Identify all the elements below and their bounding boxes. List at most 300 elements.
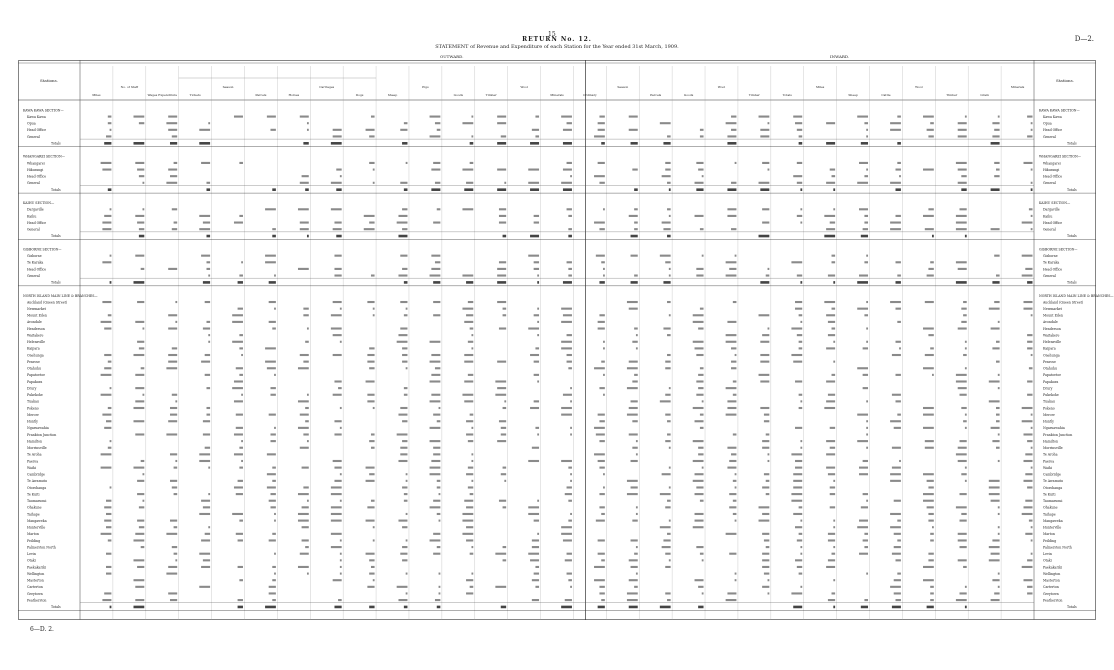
cell-figure [110,208,112,210]
cell-figure [992,347,999,349]
cell-figure [402,142,407,145]
cell-figure [828,334,835,336]
cell-figure [1027,394,1032,396]
column-header: Timber [946,93,958,97]
cell-figure [199,129,210,131]
cell-figure [826,380,835,382]
cell-figure [106,573,111,575]
cell-figure [603,268,605,270]
cell-figure [104,327,111,329]
cell-figure [468,486,473,488]
right-row-label: Cambridge [1043,472,1061,477]
cell-figure [398,274,407,276]
cell-figure [561,414,572,416]
cell-figure [397,433,408,435]
cell-figure [433,281,440,284]
cell-figure [139,228,144,230]
cell-figure [305,407,309,409]
cell-figure [439,592,441,594]
cell-figure [431,188,440,191]
cell-figure [528,255,539,257]
cell-figure [702,175,704,177]
cell-figure [996,169,1000,171]
cell-figure [833,480,835,482]
cell-figure [859,274,868,276]
cell-figure [307,122,309,124]
cell-figure [1029,367,1033,369]
cell-figure [634,553,638,555]
cell-figure [636,334,638,336]
cell-figure [404,493,408,495]
cell-figure [828,533,835,535]
left-row-label: Mangaweka [27,518,47,523]
cell-figure [567,354,572,356]
cell-figure [866,135,868,137]
column-header: Horses [288,93,300,97]
cell-figure [267,116,276,118]
cell-figure [923,169,934,171]
cell-figure [696,380,703,382]
cell-figure [166,367,177,369]
cell-figure [861,606,868,609]
cell-figure [137,566,144,568]
cell-figure [696,546,703,548]
cell-figure [331,142,342,145]
cell-figure [632,341,637,343]
cell-figure [892,354,901,356]
cell-figure [866,573,868,575]
cell-figure [400,407,407,409]
right-row-label: Pokeno [1043,406,1055,411]
right-row-label: Waihi [1043,465,1052,470]
cell-figure [298,520,309,522]
cell-figure [828,559,835,561]
cell-figure [958,327,967,329]
cell-figure [238,599,243,601]
cell-figure [206,321,210,323]
cell-figure [104,427,111,429]
cell-figure [965,467,967,469]
cell-figure [567,361,572,363]
cell-figure [534,400,539,402]
cell-figure [594,367,605,369]
cell-figure [702,400,704,402]
cell-figure [331,506,342,508]
cell-figure [627,414,638,416]
cell-figure [435,367,440,369]
cell-figure [1022,513,1033,515]
right-row-label: Huntly [1043,419,1054,424]
cell-figure [832,255,836,257]
cell-figure [135,586,144,588]
cell-figure [799,341,803,343]
cell-figure [965,116,967,118]
cell-figure [471,546,473,548]
cell-figure [958,182,967,184]
cell-figure [537,334,539,336]
cell-figure [599,281,604,284]
cell-figure [634,208,638,210]
cell-figure [534,573,539,575]
cell-figure [832,374,836,376]
right-row-label: General [1043,273,1056,278]
cell-figure [108,116,112,118]
cell-figure [1027,281,1032,284]
cell-figure [660,122,671,124]
cell-figure [826,400,835,402]
cell-figure [598,122,605,124]
cell-figure [989,480,1000,482]
cell-figure [174,222,178,224]
cell-figure [996,274,1000,276]
column-header: Season [222,85,234,89]
cell-figure [462,308,473,310]
cell-figure [101,162,112,164]
cell-figure [270,493,275,495]
cell-figure [965,606,967,609]
cell-figure [956,506,967,508]
cell-figure [464,361,473,363]
cell-figure [234,380,243,382]
cell-figure [561,116,572,118]
cell-figure [857,440,868,442]
cell-figure [466,314,473,316]
cell-figure [596,433,605,435]
cell-figure [660,606,671,609]
cell-figure [272,480,276,482]
cell-figure [168,169,177,171]
left-row-label: Greytown [27,591,43,596]
cell-figure [894,500,901,502]
cell-figure [766,480,770,482]
left-row-label: Hamilton [27,439,42,444]
cell-figure [833,606,835,609]
cell-figure [468,341,473,343]
cell-figure [857,182,868,184]
cell-figure [795,308,802,310]
cell-figure [340,427,342,429]
cell-figure [998,460,1000,462]
column-header: Miles [92,93,101,97]
cell-figure [991,500,1000,502]
cell-figure [1022,255,1033,257]
cell-figure [1025,453,1032,455]
cell-figure [199,228,210,230]
cell-figure [663,228,670,230]
cell-figure [598,327,605,329]
left-row-label: Wellington [27,571,45,576]
cell-figure [166,533,177,535]
cell-figure [497,122,506,124]
cell-figure [603,341,605,343]
cell-figure [965,427,967,429]
cell-figure [1024,433,1033,435]
cell-figure [762,486,769,488]
cell-figure [437,480,441,482]
cell-figure [729,506,736,508]
cell-figure [462,520,473,522]
cell-figure [535,135,539,137]
cell-figure [958,122,967,124]
cell-figure [928,520,933,522]
left-row-label: Otaki [27,558,36,563]
cell-figure [563,142,572,145]
cell-figure [168,314,177,316]
cell-figure [371,447,375,449]
cell-figure [373,526,375,528]
cell-figure [367,400,374,402]
cell-figure [199,460,210,462]
column-header: Parcels [650,93,662,97]
cell-figure [665,592,670,594]
cell-figure [927,129,934,131]
cell-figure [629,579,638,581]
cell-figure [627,367,638,369]
cell-figure [270,440,275,442]
right-row-label: Tuakau [1043,399,1055,404]
cell-figure [537,500,539,502]
cell-figure [824,301,835,303]
cell-figure [733,394,737,396]
cell-figure [923,473,934,475]
cell-figure [373,308,375,310]
cell-figure [104,367,111,369]
cell-figure [367,394,374,396]
cell-figure [238,281,243,284]
right-row-label: Head Office [1043,267,1063,272]
left-row-label: Ohakune [27,505,42,510]
column-header: Timber [748,93,760,97]
cell-figure [139,122,144,124]
cell-figure [634,222,638,224]
cell-figure [890,473,901,475]
column-header: Goods [453,93,464,97]
cell-figure [495,380,506,382]
cell-figure [958,169,967,171]
cell-figure [402,268,407,270]
cell-figure [992,539,999,541]
cell-figure [108,361,112,363]
cell-figure [133,407,144,409]
cell-figure [431,460,440,462]
cell-figure [334,606,341,609]
cell-figure [430,274,441,276]
cell-figure [857,281,868,284]
cell-figure [832,592,836,594]
cell-figure [406,162,408,164]
cell-figure [733,433,737,435]
right-row-label: Dargaville [1043,207,1060,212]
cell-figure [400,301,407,303]
cell-figure [793,116,802,118]
left-row-label: Papatoetoe [27,373,46,378]
cell-figure [695,520,704,522]
cell-figure [1031,188,1033,191]
cell-figure [896,341,901,343]
cell-figure [333,301,342,303]
cell-figure [570,480,572,482]
cell-figure [698,606,703,609]
cell-figure [495,394,506,396]
cell-figure [695,420,704,422]
cell-figure [698,453,703,455]
cell-figure [799,314,803,316]
cell-figure [927,606,934,609]
cell-figure [172,546,177,548]
cell-figure [331,493,342,495]
cell-figure [567,162,572,164]
cell-figure [863,228,868,230]
cell-figure [439,586,441,588]
cell-figure [265,606,276,609]
cell-figure [400,129,407,131]
cell-figure [727,135,736,137]
cell-figure [137,222,144,224]
cell-figure [696,394,703,396]
cell-figure [135,321,144,323]
cell-figure [166,182,177,184]
cell-figure [208,493,210,495]
cell-figure [1024,308,1033,310]
cell-figure [636,506,638,508]
cell-figure [435,122,440,124]
cell-figure [826,142,835,145]
cell-figure [698,327,703,329]
cell-figure [530,235,539,238]
cell-figure [830,493,835,495]
cell-figure [965,341,967,343]
cell-figure [537,380,539,382]
return-subtitle: STATEMENT of Revenue and Expenditure of each Station for the Year ended 31st March, 1909. [435,44,679,50]
cell-figure [996,414,1000,416]
cell-figure [925,354,934,356]
cell-figure [764,414,769,416]
cell-figure [106,526,111,528]
cell-figure [300,447,309,449]
cell-figure [797,566,802,568]
cell-figure [930,586,934,588]
cell-figure [998,433,1000,435]
cell-figure [270,129,275,131]
cell-figure [1027,586,1032,588]
cell-figure [430,440,441,442]
cell-figure [634,586,638,588]
cell-figure [431,374,440,376]
cell-figure [1022,566,1033,568]
left-row-label: Waihi [27,465,36,470]
cell-figure [826,347,835,349]
cell-figure [631,281,638,284]
cell-figure [431,255,440,257]
cell-figure [667,599,671,601]
cell-figure [989,559,1000,561]
cell-figure [334,274,341,276]
cell-figure [567,261,572,263]
cell-figure [371,116,375,118]
cell-figure [702,467,704,469]
cell-figure [108,407,112,409]
cell-figure [303,142,308,145]
cell-figure [665,440,670,442]
cell-figure [961,407,966,409]
cell-figure [700,427,704,429]
cell-figure [563,188,572,191]
cell-figure [923,215,934,217]
left-row-label: Pokeno [27,406,39,411]
cell-figure [272,235,276,238]
cell-figure [307,440,309,442]
cell-figure [567,486,572,488]
left-row-label: Huntly [27,419,38,424]
cell-figure [534,520,539,522]
cell-figure [567,122,572,124]
cell-figure [866,433,868,435]
cell-figure [727,400,736,402]
cell-figure [700,500,704,502]
cell-figure [168,116,177,118]
right-row-label: Taumarunui [1043,499,1063,504]
column-header: Parcels [255,93,267,97]
cell-figure [563,539,572,541]
right-row-label: KAIHU SECTION— [1039,201,1071,206]
cell-figure [203,433,210,435]
cell-figure [760,188,769,191]
cell-figure [696,162,703,164]
cell-figure [669,447,671,449]
cell-figure [956,261,967,263]
cell-figure [695,493,704,495]
right-row-label: Taihape [1043,512,1056,517]
cell-figure [333,334,342,336]
cell-figure [528,553,539,555]
cell-figure [366,480,375,482]
cell-figure [800,400,802,402]
cell-figure [175,460,177,462]
cell-figure [927,480,934,482]
cell-figure [991,142,1000,145]
cell-figure [168,268,177,270]
cell-figure [669,215,671,217]
cell-figure [298,427,309,429]
cell-figure [470,142,474,145]
cell-figure [601,142,605,145]
cell-figure [795,301,802,303]
cell-figure [170,407,177,409]
cell-figure [864,222,868,224]
cell-figure [599,228,604,230]
cell-figure [168,129,177,131]
cell-figure [333,460,342,462]
cell-figure [466,281,473,284]
cell-figure [142,473,144,475]
cell-figure [267,473,276,475]
cell-figure [470,414,474,416]
cell-figure [928,513,933,515]
cell-figure [537,308,539,310]
cell-figure [563,314,572,316]
column-header: Wool [915,85,923,89]
cell-figure [892,553,901,555]
cell-figure [998,374,1000,376]
cell-figure [239,334,243,336]
cell-figure [334,480,341,482]
left-row-label: Taumarunui [27,499,47,504]
cell-figure [104,506,111,508]
cell-figure [894,592,901,594]
cell-figure [110,486,112,488]
cell-figure [274,520,276,522]
cell-figure [199,215,210,217]
